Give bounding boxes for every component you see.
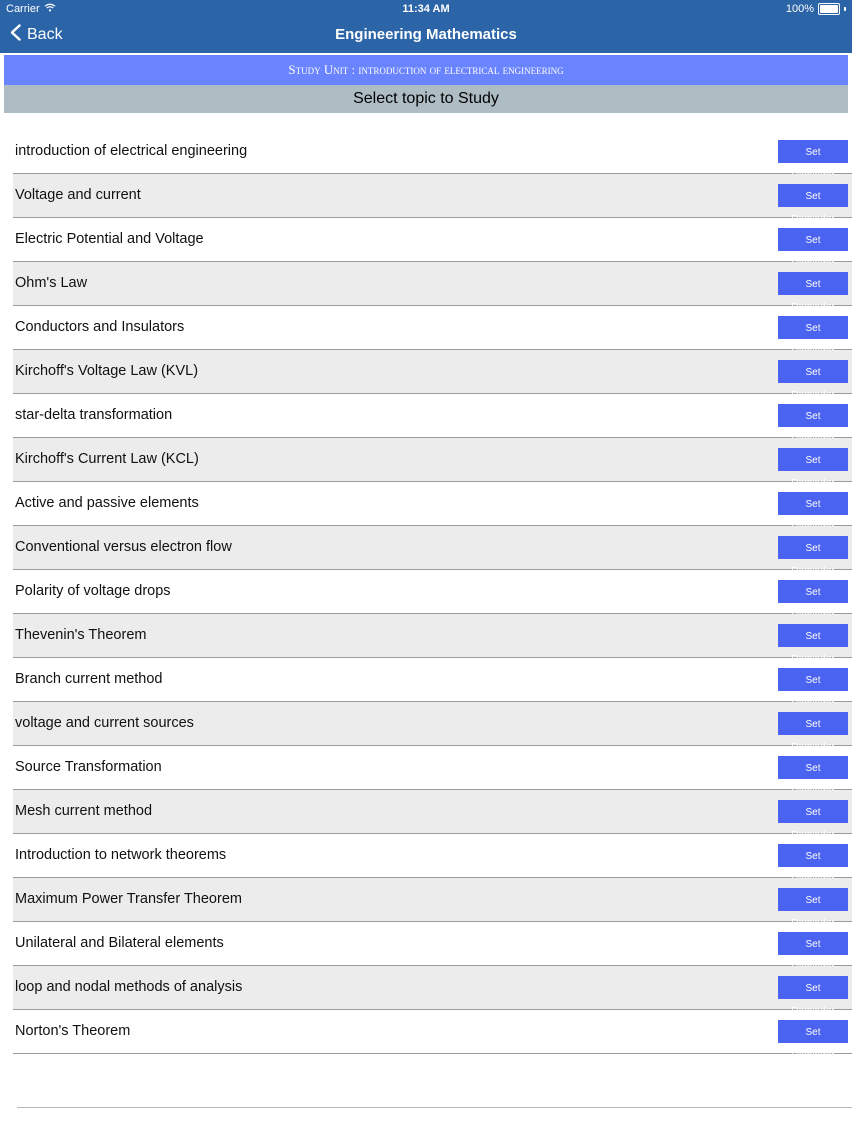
topic-row[interactable]	[13, 834, 852, 878]
set-reminder-button[interactable]: Set	[778, 844, 848, 867]
set-reminder-button[interactable]: Set	[778, 404, 848, 427]
carrier-label: Carrier	[6, 3, 40, 15]
nav-bar	[0, 18, 852, 53]
topic-label: voltage and current sources	[15, 715, 194, 731]
topic-list	[0, 130, 852, 1061]
set-reminder-button[interactable]: Set	[778, 492, 848, 515]
top-bar	[0, 0, 852, 53]
topic-row[interactable]	[13, 218, 852, 262]
set-reminder-button[interactable]: Set	[778, 580, 848, 603]
topic-label: Branch current method	[15, 671, 163, 687]
topic-label: Voltage and current	[15, 187, 141, 203]
topic-label: introduction of electrical engineering	[15, 143, 248, 159]
topic-label: Active and passive elements	[15, 495, 199, 511]
topic-row[interactable]	[13, 570, 852, 614]
topic-label: Introduction to network theorems	[15, 847, 227, 863]
set-reminder-button[interactable]: Set	[778, 668, 848, 691]
set-reminder-button[interactable]: Set	[778, 976, 848, 999]
topic-row[interactable]	[13, 262, 852, 306]
set-reminder-button[interactable]: Set	[778, 360, 848, 383]
topic-row[interactable]	[13, 878, 852, 922]
topic-row[interactable]	[13, 746, 852, 790]
topic-label: Electric Potential and Voltage	[15, 231, 204, 247]
topic-label: Kirchoff's Current Law (KCL)	[15, 451, 199, 467]
set-reminder-button[interactable]: Set	[778, 228, 848, 251]
topic-row[interactable]	[13, 614, 852, 658]
topic-label: Conductors and Insulators	[15, 319, 185, 335]
battery-tip	[844, 7, 846, 11]
set-reminder-button[interactable]: Set	[778, 712, 848, 735]
topic-label: Conventional versus electron flow	[15, 539, 232, 555]
topic-row[interactable]	[13, 922, 852, 966]
set-reminder-button[interactable]: Set	[778, 932, 848, 955]
study-unit-banner: Study Unit : introduction of electrical engineering	[4, 55, 848, 85]
topic-label: Polarity of voltage drops	[15, 583, 171, 599]
topic-label: Source Transformation	[15, 759, 162, 775]
topic-label: Unilateral and Bilateral elements	[15, 935, 224, 951]
status-time: 11:34 AM	[402, 3, 450, 15]
topic-row[interactable]	[13, 658, 852, 702]
topic-row[interactable]	[13, 966, 852, 1010]
topic-row[interactable]	[13, 702, 852, 746]
set-reminder-button[interactable]: Set	[778, 448, 848, 471]
status-battery	[786, 3, 846, 15]
set-reminder-button[interactable]: Set	[778, 624, 848, 647]
set-reminder-button[interactable]: Set Reminder	[778, 1020, 848, 1043]
topic-row[interactable]	[13, 174, 852, 218]
topic-row[interactable]	[13, 394, 852, 438]
topic-label: Thevenin's Theorem	[15, 627, 147, 643]
topic-label: Mesh current method	[15, 803, 153, 819]
set-reminder-button[interactable]: Set	[778, 800, 848, 823]
select-topic-header: Select topic to Study	[4, 85, 848, 113]
topic-row[interactable]	[13, 1010, 852, 1061]
topic-row[interactable]	[13, 438, 852, 482]
battery-percent: 100%	[785, 3, 814, 15]
bottom-divider	[17, 1107, 852, 1108]
topic-label: Norton's Theorem	[15, 1023, 131, 1039]
set-reminder-button[interactable]: Set	[778, 184, 848, 207]
set-reminder-button[interactable]: Set	[778, 140, 848, 163]
topic-label: loop and nodal methods of analysis	[15, 979, 243, 995]
page-title: Engineering Mathematics	[335, 26, 517, 43]
status-bar	[0, 0, 852, 18]
topic-label: Kirchoff's Voltage Law (KVL)	[15, 363, 199, 379]
topic-label: Ohm's Law	[15, 275, 88, 291]
topic-row[interactable]	[13, 130, 852, 174]
battery-fill	[820, 5, 838, 13]
topic-row[interactable]	[13, 526, 852, 570]
set-reminder-button[interactable]: Set	[778, 888, 848, 911]
topic-row[interactable]	[13, 482, 852, 526]
battery-icon	[818, 3, 840, 15]
set-reminder-button[interactable]: Set	[778, 756, 848, 779]
topic-label: star-delta transformation	[15, 407, 173, 423]
topic-label: Maximum Power Transfer Theorem	[15, 891, 242, 907]
back-label: Back	[27, 26, 63, 43]
set-reminder-button[interactable]: Set	[778, 272, 848, 295]
set-reminder-button[interactable]: Set	[778, 536, 848, 559]
topic-row[interactable]	[13, 790, 852, 834]
set-reminder-button[interactable]: Set	[778, 316, 848, 339]
topic-row[interactable]	[13, 350, 852, 394]
topic-row[interactable]	[13, 306, 852, 350]
